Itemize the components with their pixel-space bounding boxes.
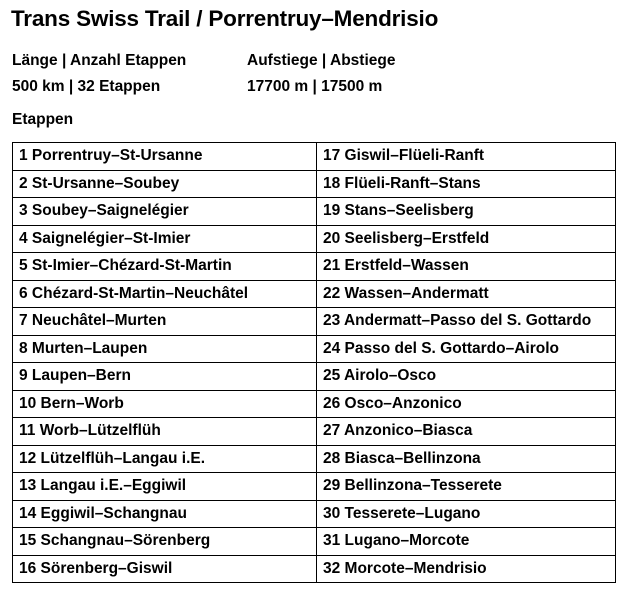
table-row [13, 500, 616, 528]
length-header: Länge | Anzahl Etappen [12, 52, 187, 69]
stage-cell: 13 Langau i.E.–Eggiwil [13, 473, 317, 501]
stage-cell: 5 St-Imier–Chézard-St-Martin [13, 253, 317, 281]
table-row [13, 143, 616, 171]
stage-cell: 7 Neuchâtel–Murten [13, 308, 317, 336]
table-row [13, 363, 616, 391]
stage-cell: 3 Soubey–Saignelégier [13, 198, 317, 226]
stage-cell: 2 St-Ursanne–Soubey [13, 170, 317, 198]
length-value: 500 km | 32 Etappen [12, 78, 161, 95]
stage-cell: 14 Eggiwil–Schangnau [13, 500, 317, 528]
length-info [12, 48, 186, 100]
stage-cell: 28 Biasca–Bellinzona [317, 445, 616, 473]
stage-cell: 32 Morcote–Mendrisio [317, 555, 616, 583]
table-row [13, 445, 616, 473]
stage-cell: 22 Wassen–Andermatt [317, 280, 616, 308]
climb-value: 17700 m | 17500 m [247, 78, 383, 95]
stage-cell: 24 Passo del S. Gottardo–Airolo [317, 335, 616, 363]
stage-cell: 26 Osco–Anzonico [317, 390, 616, 418]
stage-cell: 30 Tesserete–Lugano [317, 500, 616, 528]
table-row [13, 528, 616, 556]
stage-cell: 31 Lugano–Morcote [317, 528, 616, 556]
table-row [13, 390, 616, 418]
stage-cell: 6 Chézard-St-Martin–Neuchâtel [13, 280, 317, 308]
stage-cell: 19 Stans–Seelisberg [317, 198, 616, 226]
stage-cell: 16 Sörenberg–Giswil [13, 555, 317, 583]
stage-cell: 1 Porrentruy–St-Ursanne [13, 143, 317, 171]
table-row [13, 418, 616, 446]
stage-cell: 29 Bellinzona–Tesserete [317, 473, 616, 501]
table-row [13, 253, 616, 281]
stage-cell: 12 Lützelflüh–Langau i.E. [13, 445, 317, 473]
stage-cell: 25 Airolo–Osco [317, 363, 616, 391]
stages-table [12, 142, 616, 583]
stage-cell: 11 Worb–Lützelflüh [13, 418, 317, 446]
stage-cell: 27 Anzonico–Biasca [317, 418, 616, 446]
stage-cell: 18 Flüeli-Ranft–Stans [317, 170, 616, 198]
stages-table-body [13, 143, 616, 583]
table-row [13, 555, 616, 583]
stage-cell: 10 Bern–Worb [13, 390, 317, 418]
stage-cell: 23 Andermatt–Passo del S. Gottardo [317, 308, 616, 336]
stage-cell: 17 Giswil–Flüeli-Ranft [317, 143, 616, 171]
stages-heading: Etappen [12, 111, 74, 128]
stage-cell: 9 Laupen–Bern [13, 363, 317, 391]
stage-cell: 21 Erstfeld–Wassen [317, 253, 616, 281]
page-title: Trans Swiss Trail / Porrentruy–Mendrisio [11, 6, 439, 31]
table-row [13, 198, 616, 226]
table-row [13, 473, 616, 501]
table-row [13, 225, 616, 253]
stage-cell: 4 Saignelégier–St-Imier [13, 225, 317, 253]
climb-header: Aufstiege | Abstiege [247, 52, 396, 69]
stage-cell: 15 Schangnau–Sörenberg [13, 528, 317, 556]
climb-info [247, 48, 395, 100]
table-row [13, 308, 616, 336]
stage-cell: 8 Murten–Laupen [13, 335, 317, 363]
table-row [13, 280, 616, 308]
table-row [13, 170, 616, 198]
stage-cell: 20 Seelisberg–Erstfeld [317, 225, 616, 253]
table-row [13, 335, 616, 363]
